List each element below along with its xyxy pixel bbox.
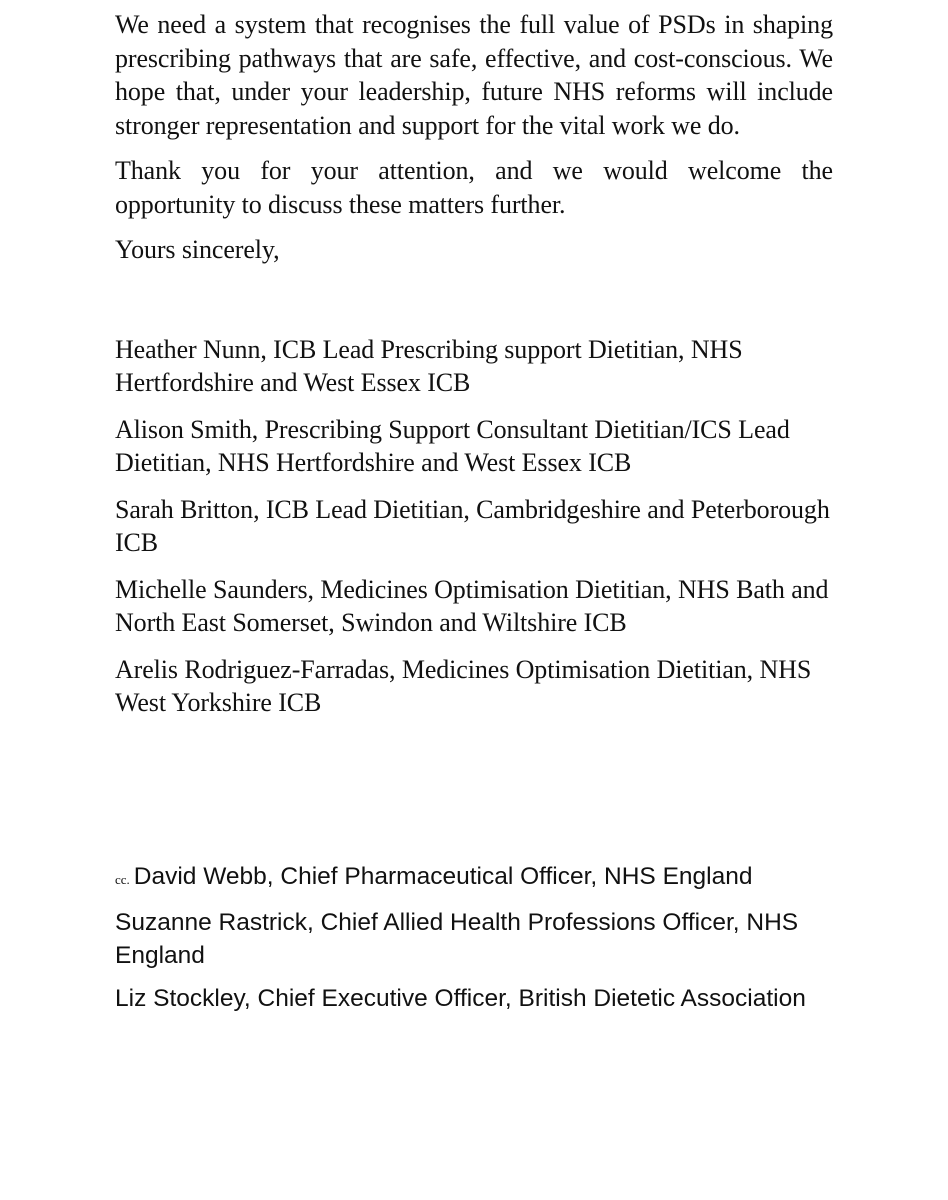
letter-page [115,8,833,1025]
cc-recipient-1 [115,860,833,896]
closing-salutation: Yours sincerely, [115,235,280,264]
signatory-2: Alison Smith, Prescribing Support Consultant Dietitian/ICS Lead Dietitian, NHS Hertfordshire and West Essex ICB [115,414,790,477]
cc-prefix: cc. [115,871,130,887]
body-paragraph-1: We need a system that recognises the full value of PSDs in shaping prescribing pathways that are safe, effective, and cost-conscious. We hope that, under your leadership, future NHS reforms will include stronger representation and support for the vital work we do. [115,10,833,140]
signatory-3: Sarah Britton, ICB Lead Dietitian, Cambridgeshire and Peterborough ICB [115,494,830,557]
signatory-1: Heather Nunn, ICB Lead Prescribing support Dietitian, NHS Hertfordshire and West Essex ICB [115,334,743,397]
cc-list [115,860,833,1015]
cc-recipient-3: Liz Stockley, Chief Executive Officer, British Dietetic Association [115,984,806,1012]
cc-recipient-2: Suzanne Rastrick, Chief Allied Health Professions Officer, NHS England [115,908,799,969]
body-paragraph-2: Thank you for your attention, and we would welcome the opportunity to discuss these matters further. [115,156,833,219]
signatory-4: Michelle Saunders, Medicines Optimisation Dietitian, NHS Bath and North East Somerset, Swindon and Wiltshire ICB [115,574,829,637]
cc-recipient-1-text: David Webb, Chief Pharmaceutical Officer, NHS England [133,862,753,890]
signatory-5: Arelis Rodriguez-Farradas, Medicines Optimisation Dietitian, NHS West Yorkshire ICB [115,654,812,717]
signatory-list [115,333,833,720]
